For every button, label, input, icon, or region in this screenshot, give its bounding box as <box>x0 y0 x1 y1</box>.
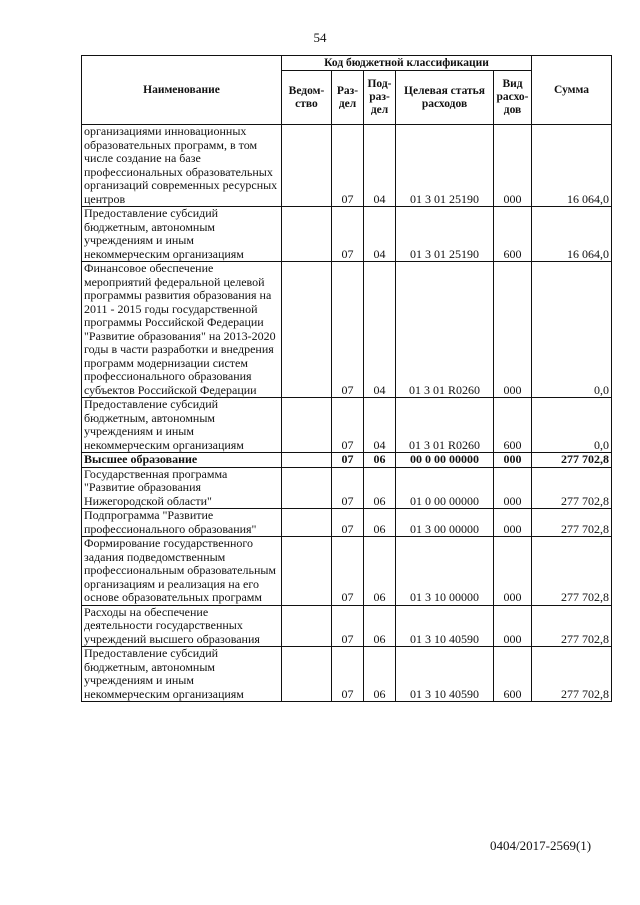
header-name: Наименование <box>82 56 282 125</box>
header-ved: Ведом-ство <box>282 71 332 125</box>
row-expense-type-cell: 600 <box>494 647 532 702</box>
row-podrazdel-cell: 04 <box>364 262 396 398</box>
table-row <box>82 398 612 453</box>
header-target-article: Целевая статья расходов <box>396 71 494 125</box>
table-row <box>82 605 612 647</box>
row-expense-type-cell: 600 <box>494 207 532 262</box>
row-target-article-cell: 00 0 00 00000 <box>396 453 494 468</box>
row-name-cell: Финансовое обеспечение мероприятий федеральной целевой программы развития образования на 2011 - 2015 годы государственной программы Российской Федерации "Развитие образования" на 2013-2020 годы в части разработки и внедрения программ модернизации систем профессионального образования субъектов Российской Федерации <box>82 262 282 398</box>
row-ved-cell <box>282 398 332 453</box>
table-row <box>82 509 612 537</box>
row-target-article-cell: 01 3 01 R0260 <box>396 398 494 453</box>
header-expense-type: Вид расхо-дов <box>494 71 532 125</box>
row-podrazdel-cell: 06 <box>364 467 396 509</box>
row-razdel-cell: 07 <box>332 125 364 207</box>
row-podrazdel-cell: 04 <box>364 207 396 262</box>
row-target-article-cell: 01 3 10 40590 <box>396 647 494 702</box>
row-name-cell: Предоставление субсидий бюджетным, автономным учреждениям и иным некоммерческим организациям <box>82 207 282 262</box>
row-name-cell: Подпрограмма "Развитие профессионального образования" <box>82 509 282 537</box>
row-expense-type-cell: 000 <box>494 605 532 647</box>
row-razdel-cell: 07 <box>332 262 364 398</box>
header-razdel: Раз-дел <box>332 71 364 125</box>
page-number: 54 <box>313 30 327 45</box>
budget-table <box>81 55 612 702</box>
row-podrazdel-cell: 04 <box>364 125 396 207</box>
table-row <box>82 453 612 468</box>
row-ved-cell <box>282 467 332 509</box>
row-expense-type-cell: 000 <box>494 509 532 537</box>
row-podrazdel-cell: 06 <box>364 605 396 647</box>
row-name-cell: организациями инновационных образовательных программ, в том числе создание на базе профессиональных образовательных организаций современных ресурсных центров <box>82 125 282 207</box>
row-podrazdel-cell: 06 <box>364 453 396 468</box>
row-sum-cell: 0,0 <box>532 262 612 398</box>
row-ved-cell <box>282 262 332 398</box>
row-expense-type-cell: 000 <box>494 262 532 398</box>
row-ved-cell <box>282 509 332 537</box>
row-sum-cell: 277 702,8 <box>532 509 612 537</box>
row-target-article-cell: 01 3 01 25190 <box>396 125 494 207</box>
row-sum-cell: 277 702,8 <box>532 537 612 606</box>
row-sum-cell: 0,0 <box>532 398 612 453</box>
row-sum-cell: 277 702,8 <box>532 467 612 509</box>
row-podrazdel-cell: 04 <box>364 398 396 453</box>
row-ved-cell <box>282 453 332 468</box>
row-razdel-cell: 07 <box>332 207 364 262</box>
row-ved-cell <box>282 605 332 647</box>
row-razdel-cell: 07 <box>332 453 364 468</box>
row-razdel-cell: 07 <box>332 398 364 453</box>
row-sum-cell: 16 064,0 <box>532 125 612 207</box>
row-podrazdel-cell: 06 <box>364 647 396 702</box>
row-razdel-cell: 07 <box>332 647 364 702</box>
row-podrazdel-cell: 06 <box>364 537 396 606</box>
row-target-article-cell: 01 3 00 00000 <box>396 509 494 537</box>
row-target-article-cell: 01 3 10 00000 <box>396 537 494 606</box>
row-ved-cell <box>282 207 332 262</box>
row-target-article-cell: 01 3 10 40590 <box>396 605 494 647</box>
row-razdel-cell: 07 <box>332 467 364 509</box>
row-name-cell: Предоставление субсидий бюджетным, автономным учреждениям и иным некоммерческим организациям <box>82 647 282 702</box>
row-expense-type-cell: 000 <box>494 537 532 606</box>
row-target-article-cell: 01 3 01 R0260 <box>396 262 494 398</box>
row-name-cell: Предоставление субсидий бюджетным, автономным учреждениям и иным некоммерческим организациям <box>82 398 282 453</box>
row-expense-type-cell: 000 <box>494 453 532 468</box>
row-ved-cell <box>282 537 332 606</box>
row-sum-cell: 277 702,8 <box>532 605 612 647</box>
table-row <box>82 125 612 207</box>
row-target-article-cell: 01 3 01 25190 <box>396 207 494 262</box>
row-razdel-cell: 07 <box>332 509 364 537</box>
row-ved-cell <box>282 125 332 207</box>
table-row <box>82 647 612 702</box>
row-name-cell: Формирование государственного задания подведомственным профессиональным образовательным организациям и реализация на его основе образовательных программ <box>82 537 282 606</box>
row-expense-type-cell: 600 <box>494 398 532 453</box>
row-name-cell: Государственная программа "Развитие образования Нижегородской области" <box>82 467 282 509</box>
row-razdel-cell: 07 <box>332 537 364 606</box>
row-razdel-cell: 07 <box>332 605 364 647</box>
header-podrazdel: Под-раз-дел <box>364 71 396 125</box>
header-code-group: Код бюджетной классификации <box>282 56 532 71</box>
header-sum: Сумма <box>532 56 612 125</box>
row-sum-cell: 16 064,0 <box>532 207 612 262</box>
table-body <box>82 125 612 702</box>
row-ved-cell <box>282 647 332 702</box>
row-expense-type-cell: 000 <box>494 125 532 207</box>
row-name-cell: Расходы на обеспечение деятельности государственных учреждений высшего образования <box>82 605 282 647</box>
table-row <box>82 537 612 606</box>
row-target-article-cell: 01 0 00 00000 <box>396 467 494 509</box>
table-row <box>82 262 612 398</box>
row-sum-cell: 277 702,8 <box>532 453 612 468</box>
table-row <box>82 467 612 509</box>
row-podrazdel-cell: 06 <box>364 509 396 537</box>
row-sum-cell: 277 702,8 <box>532 647 612 702</box>
row-expense-type-cell: 000 <box>494 467 532 509</box>
table-row <box>82 207 612 262</box>
document-code: 0404/2017-2569(1) <box>490 838 592 853</box>
row-name-cell: Высшее образование <box>82 453 282 468</box>
